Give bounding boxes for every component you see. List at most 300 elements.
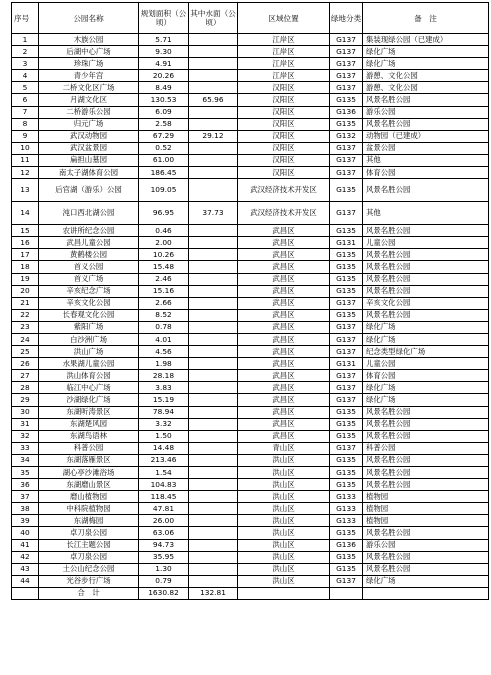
cell-water [189,297,238,309]
table-row [12,503,489,515]
cell-class: G137 [330,575,363,587]
cell-district: 武汉经济技术开发区 [238,202,330,225]
cell-note: 儿童公园 [363,237,489,249]
cell-water [189,309,238,321]
cell-name: 月湖文化区 [39,94,139,106]
table-row [12,406,489,418]
cell-class: G137 [330,82,363,94]
cell-name: 卓刀泉公园 [39,551,139,563]
cell-no: 32 [12,430,39,442]
cell-note: 盆景公园 [363,142,489,154]
cell-note: 风景名胜公园 [363,225,489,237]
table-row [12,261,489,273]
cell-district: 武汉经济技术开发区 [238,179,330,202]
cell-water [189,479,238,491]
cell-note: 体育公园 [363,167,489,179]
cell-water [189,358,238,370]
cell-class: G135 [330,225,363,237]
cell-area: 109.05 [139,179,189,202]
cell-name: 东湖鸟语林 [39,430,139,442]
cell-class: G137 [330,202,363,225]
cell-name: 洪山广场 [39,346,139,358]
table-row [12,154,489,166]
cell-water [189,179,238,202]
cell-water: 65.96 [189,94,238,106]
cell-water [189,575,238,587]
cell-area: 5.71 [139,34,189,46]
cell-name: 洪山体育公园 [39,370,139,382]
cell-water [189,333,238,345]
cell-note: 风景名胜公园 [363,406,489,418]
cell-note: 风景名胜公园 [363,454,489,466]
cell-class: G136 [330,539,363,551]
cell-area: 0.78 [139,321,189,333]
cell-name: 首义公园 [39,261,139,273]
cell-no: 39 [12,515,39,527]
table-row [12,285,489,297]
cell-district: 洪山区 [238,467,330,479]
cell-district: 武昌区 [238,225,330,237]
cell-class: G137 [330,442,363,454]
cell-no: 38 [12,503,39,515]
cell-note: 游乐公园 [363,539,489,551]
cell-class: G137 [330,370,363,382]
cell-no: 42 [12,551,39,563]
cell-name: 二桥游乐公园 [39,106,139,118]
cell-no: 20 [12,285,39,297]
cell-class: G131 [330,237,363,249]
cell-water [189,34,238,46]
table-row [12,527,489,539]
cell-note: 风景名胜公园 [363,261,489,273]
cell-note: 集装现绿公园（已建成） [363,34,489,46]
cell-area: 104.83 [139,479,189,491]
cell-note: 风景名胜公园 [363,418,489,430]
cell-district: 武昌区 [238,346,330,358]
table-row [12,467,489,479]
cell-no: 28 [12,382,39,394]
cell-area: 1.30 [139,563,189,575]
cell-no: 34 [12,454,39,466]
cell-name: 白沙洲广场 [39,333,139,345]
cell-class: G137 [330,394,363,406]
table-row [12,575,489,587]
cell-note: 绿化广场 [363,46,489,58]
cell-district: 江岸区 [238,34,330,46]
total-district-cell [238,587,330,599]
cell-area: 4.91 [139,58,189,70]
header-area: 规划面积（公顷） [139,3,189,34]
cell-district: 江岸区 [238,70,330,82]
cell-note: 风景名胜公园 [363,479,489,491]
cell-note: 其他 [363,202,489,225]
cell-water [189,167,238,179]
cell-no: 24 [12,333,39,345]
cell-area: 63.06 [139,527,189,539]
cell-area: 0.46 [139,225,189,237]
cell-name: 土公山纪念公园 [39,563,139,575]
cell-no: 21 [12,297,39,309]
cell-note: 风景名胜公园 [363,249,489,261]
cell-no: 4 [12,70,39,82]
table-row [12,309,489,321]
cell-name: 长江主题公园 [39,539,139,551]
cell-note: 动物园（已建成） [363,130,489,142]
cell-area: 9.30 [139,46,189,58]
cell-class: G135 [330,118,363,130]
cell-district: 洪山区 [238,479,330,491]
cell-district: 武昌区 [238,394,330,406]
cell-water [189,503,238,515]
total-no-cell [12,587,39,599]
cell-name: 湖心亭沙滩浴场 [39,467,139,479]
table-row [12,418,489,430]
cell-class: G137 [330,333,363,345]
cell-no: 6 [12,94,39,106]
cell-note: 绿化广场 [363,575,489,587]
cell-district: 洪山区 [238,454,330,466]
cell-district: 青山区 [238,442,330,454]
cell-water [189,118,238,130]
cell-note: 游憩、文化公园 [363,82,489,94]
cell-area: 8.49 [139,82,189,94]
header-name: 公园名称 [39,3,139,34]
cell-no: 33 [12,442,39,454]
cell-no: 35 [12,467,39,479]
cell-area: 15.19 [139,394,189,406]
cell-district: 汉阳区 [238,94,330,106]
cell-name: 科普公园 [39,442,139,454]
cell-district: 洪山区 [238,515,330,527]
cell-class: G135 [330,179,363,202]
cell-district: 汉阳区 [238,142,330,154]
table-row [12,394,489,406]
cell-note: 植物园 [363,491,489,503]
cell-name: 扁担山墓园 [39,154,139,166]
cell-name: 辛亥文化公园 [39,297,139,309]
cell-area: 3.83 [139,382,189,394]
header-note: 备 注 [363,3,489,34]
cell-no: 25 [12,346,39,358]
table-row [12,46,489,58]
cell-class: G133 [330,491,363,503]
cell-area: 2.58 [139,118,189,130]
table-row [12,442,489,454]
cell-name: 后湖中心广场 [39,46,139,58]
cell-class: G137 [330,58,363,70]
cell-name: 东湖楚风园 [39,418,139,430]
table-row [12,106,489,118]
cell-district: 汉阳区 [238,167,330,179]
cell-no: 44 [12,575,39,587]
cell-water [189,394,238,406]
cell-area: 94.73 [139,539,189,551]
cell-class: G137 [330,382,363,394]
cell-class: G135 [330,273,363,285]
cell-water [189,46,238,58]
cell-no: 18 [12,261,39,273]
table-row [12,346,489,358]
cell-note: 其他 [363,154,489,166]
cell-name: 卓刀泉公园 [39,527,139,539]
cell-class: G137 [330,167,363,179]
cell-note: 风景名胜公园 [363,430,489,442]
cell-area: 0.79 [139,575,189,587]
table-row [12,82,489,94]
cell-class: G133 [330,515,363,527]
cell-district: 汉阳区 [238,82,330,94]
table-row [12,358,489,370]
cell-note: 风景名胜公园 [363,285,489,297]
cell-water [189,58,238,70]
cell-class: G135 [330,285,363,297]
cell-name: 武汉盆景园 [39,142,139,154]
cell-water [189,346,238,358]
cell-water [189,142,238,154]
table-row [12,430,489,442]
table-row [12,94,489,106]
table-row [12,34,489,46]
cell-water [189,551,238,563]
cell-class: G137 [330,46,363,58]
cell-no: 8 [12,118,39,130]
cell-no: 17 [12,249,39,261]
cell-district: 武昌区 [238,406,330,418]
cell-area: 4.01 [139,333,189,345]
cell-no: 31 [12,418,39,430]
cell-district: 江岸区 [238,46,330,58]
cell-name: 磨山植物园 [39,491,139,503]
cell-class: G135 [330,430,363,442]
cell-name: 东湖磨山景区 [39,479,139,491]
cell-district: 武昌区 [238,249,330,261]
cell-name: 首义广场 [39,273,139,285]
cell-district: 武昌区 [238,430,330,442]
table-row [12,563,489,575]
cell-name: 水果湖儿童公园 [39,358,139,370]
cell-area: 15.16 [139,285,189,297]
cell-area: 2.00 [139,237,189,249]
cell-note: 风景名胜公园 [363,551,489,563]
cell-note: 游乐公园 [363,106,489,118]
table-row [12,179,489,202]
cell-no: 23 [12,321,39,333]
cell-water [189,261,238,273]
header-district: 区域位置 [238,3,330,34]
cell-class: G133 [330,503,363,515]
cell-note: 绿化广场 [363,333,489,345]
cell-note: 风景名胜公园 [363,179,489,202]
cell-area: 213.46 [139,454,189,466]
cell-class: G135 [330,563,363,575]
cell-name: 后官湖（游乐）公园 [39,179,139,202]
cell-water [189,442,238,454]
cell-no: 10 [12,142,39,154]
cell-name: 东湖梅园 [39,515,139,527]
cell-name: 二桥文化区广场 [39,82,139,94]
cell-name: 沙湖绿化广场 [39,394,139,406]
cell-district: 洪山区 [238,563,330,575]
cell-area: 96.95 [139,202,189,225]
table-row [12,130,489,142]
table-row [12,142,489,154]
cell-area: 78.94 [139,406,189,418]
cell-no: 22 [12,309,39,321]
cell-area: 8.52 [139,309,189,321]
cell-no: 29 [12,394,39,406]
cell-no: 36 [12,479,39,491]
cell-area: 28.18 [139,370,189,382]
cell-no: 41 [12,539,39,551]
cell-no: 7 [12,106,39,118]
cell-name: 光谷步行广场 [39,575,139,587]
cell-name: 辛亥纪念广场 [39,285,139,297]
cell-district: 洪山区 [238,551,330,563]
cell-name: 归元广场 [39,118,139,130]
cell-water [189,273,238,285]
cell-no: 9 [12,130,39,142]
cell-water: 29.12 [189,130,238,142]
cell-no: 27 [12,370,39,382]
table-row [12,321,489,333]
cell-district: 江岸区 [238,58,330,70]
cell-class: G137 [330,154,363,166]
table-row [12,237,489,249]
cell-district: 汉阳区 [238,154,330,166]
cell-water [189,527,238,539]
cell-water [189,225,238,237]
cell-water [189,382,238,394]
cell-name: 农讲所纪念公园 [39,225,139,237]
header-row [12,3,489,34]
cell-class: G135 [330,94,363,106]
cell-class: G135 [330,479,363,491]
cell-note: 科普公园 [363,442,489,454]
cell-no: 11 [12,154,39,166]
table-row [12,333,489,345]
cell-district: 武昌区 [238,321,330,333]
cell-name: 木族公园 [39,34,139,46]
cell-water [189,539,238,551]
cell-note: 辛亥文化公园 [363,297,489,309]
cell-district: 武昌区 [238,358,330,370]
total-water: 132.81 [189,587,238,599]
cell-class: G131 [330,358,363,370]
cell-water [189,70,238,82]
cell-water [189,106,238,118]
cell-water [189,418,238,430]
header-no: 序号 [12,3,39,34]
cell-note: 绿化广场 [363,58,489,70]
cell-name: 珍珠广场 [39,58,139,70]
cell-class: G135 [330,249,363,261]
cell-note: 绿化广场 [363,321,489,333]
table-row [12,70,489,82]
table-row [12,491,489,503]
cell-area: 186.45 [139,167,189,179]
cell-class: G135 [330,418,363,430]
cell-district: 武昌区 [238,418,330,430]
cell-water [189,467,238,479]
cell-note: 游憩、文化公园 [363,70,489,82]
cell-district: 汉阳区 [238,118,330,130]
cell-area: 26.00 [139,515,189,527]
cell-name: 东湖落雁景区 [39,454,139,466]
cell-district: 武昌区 [238,370,330,382]
cell-district: 武昌区 [238,309,330,321]
total-label: 合 计 [39,587,139,599]
cell-water [189,321,238,333]
cell-water [189,249,238,261]
table-row [12,382,489,394]
cell-no: 5 [12,82,39,94]
cell-water [189,370,238,382]
cell-note: 风景名胜公园 [363,563,489,575]
cell-note: 植物园 [363,503,489,515]
table-row [12,370,489,382]
cell-class: G135 [330,454,363,466]
cell-district: 武昌区 [238,382,330,394]
cell-class: G135 [330,467,363,479]
cell-district: 洪山区 [238,491,330,503]
cell-water [189,515,238,527]
cell-no: 43 [12,563,39,575]
cell-district: 洪山区 [238,503,330,515]
park-table [11,2,489,600]
cell-district: 汉阳区 [238,130,330,142]
cell-name: 武汉动物园 [39,130,139,142]
cell-area: 6.09 [139,106,189,118]
cell-class: G137 [330,346,363,358]
cell-area: 1.50 [139,430,189,442]
park-list-sheet [11,2,488,670]
table-row [12,454,489,466]
total-row [12,587,489,599]
cell-class: G135 [330,527,363,539]
cell-area: 4.56 [139,346,189,358]
cell-name: 东湖听涛景区 [39,406,139,418]
table-row [12,167,489,179]
total-class-cell [330,587,363,599]
cell-note: 风景名胜公园 [363,273,489,285]
cell-water [189,82,238,94]
cell-name: 武昌儿童公园 [39,237,139,249]
cell-no: 15 [12,225,39,237]
cell-class: G137 [330,321,363,333]
cell-note: 风景名胜公园 [363,94,489,106]
table-row [12,479,489,491]
cell-no: 19 [12,273,39,285]
cell-note: 风景名胜公园 [363,309,489,321]
cell-note: 绿化广场 [363,394,489,406]
cell-class: G137 [330,142,363,154]
cell-note: 风景名胜公园 [363,527,489,539]
table-row [12,202,489,225]
cell-class: G135 [330,261,363,273]
cell-area: 35.95 [139,551,189,563]
cell-name: 临江中心广场 [39,382,139,394]
cell-area: 1.98 [139,358,189,370]
table-row [12,297,489,309]
cell-water [189,563,238,575]
cell-area: 0.52 [139,142,189,154]
table-row [12,225,489,237]
cell-note: 植物园 [363,515,489,527]
cell-district: 武昌区 [238,333,330,345]
cell-note: 纪念类型绿化广场 [363,346,489,358]
cell-no: 16 [12,237,39,249]
cell-water [189,406,238,418]
